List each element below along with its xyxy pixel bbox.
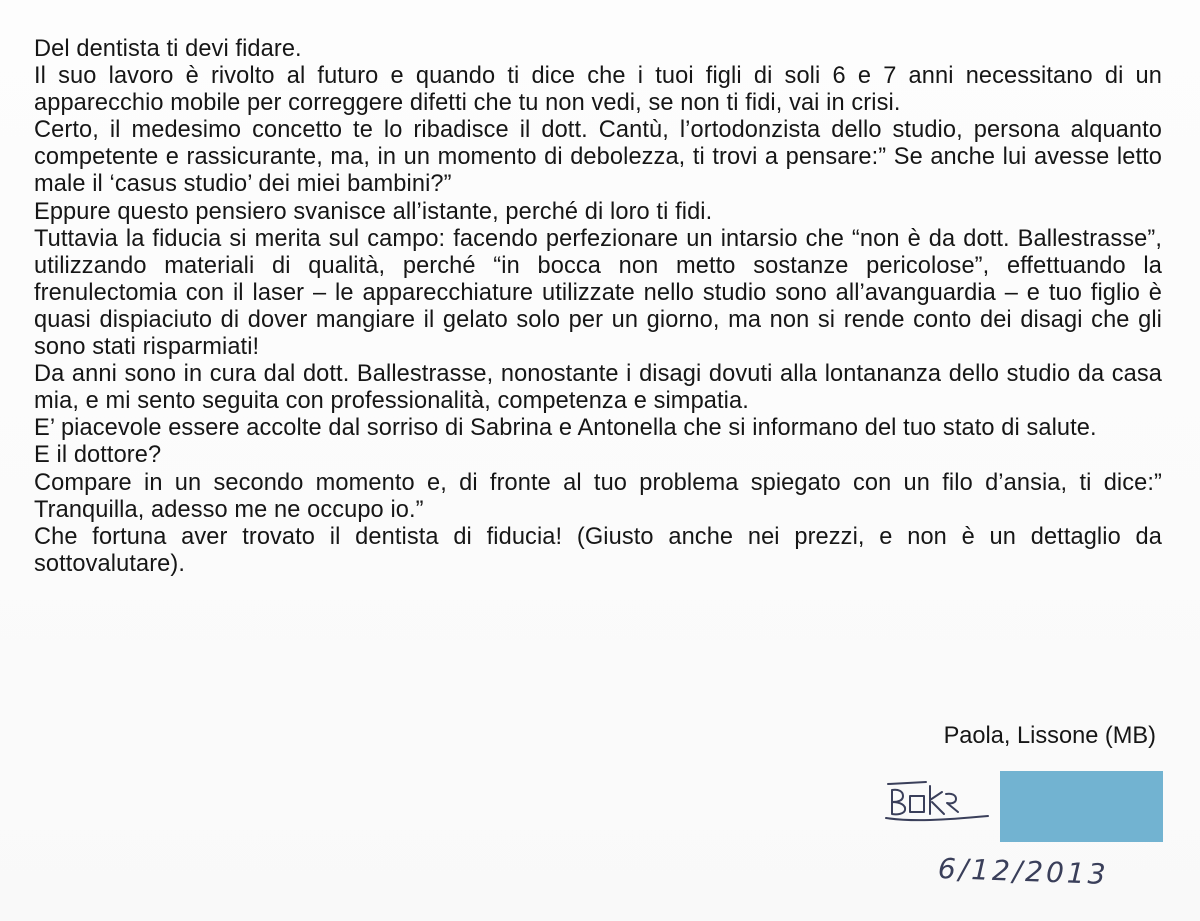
handwritten-signature xyxy=(884,776,994,824)
redaction-box xyxy=(1000,771,1163,842)
paragraph-10: Che fortuna aver trovato il dentista di fiducia! (Giusto anche nei prezzi, e non è un dettaglio da sottovalutare). xyxy=(34,523,1162,577)
paragraph-4: Eppure questo pensiero svanisce all’istante, perché di loro ti fidi. xyxy=(34,198,713,225)
paragraph-7: E’ piacevole essere accolte dal sorriso di Sabrina e Antonella che si informano del tuo stato di salute. xyxy=(34,415,1097,442)
paragraph-2: Il suo lavoro è rivolto al futuro e quando ti dice che i tuoi figli di soli 6 e 7 anni necessitano di un apparecchio mobile per correggere difetti che tu non vedi, se non ti fidi, vai in crisi. xyxy=(34,63,1162,117)
paragraph-1: Del dentista ti devi fidare. xyxy=(34,36,302,62)
letter-body xyxy=(34,36,1162,578)
signoff-name-place: Paola, Lissone (MB) xyxy=(943,723,1156,749)
paragraph-3: Certo, il medesimo concetto te lo ribadisce il dott. Cantù, l’ortodonzista dello studio, persona alquanto competente e rassicurante, ma, in un momento di debolezza, ti trovi a pensare:” Se anche lui avesse letto male il ‘casus studio’ dei miei bambini?” xyxy=(34,117,1162,198)
paragraph-8: E il dottore? xyxy=(34,442,162,469)
paragraph-9: Compare in un secondo momento e, di fronte al tuo problema spiegato con un filo d’ansia, ti dice:” Tranquilla, adesso me ne occupo io.” xyxy=(34,469,1162,523)
paragraph-6: Da anni sono in cura dal dott. Ballestrasse, nonostante i disagi dovuti alla lontananza dello studio da casa mia, e mi sento seguita con professionalità, competenza e simpatia. xyxy=(34,361,1162,415)
handwritten-date: 6/12/2013 xyxy=(937,852,1110,891)
paragraph-5: Tuttavia la fiducia si merita sul campo: facendo perfezionare un intarsio che “non è da dott. Ballestrasse”, utilizzando materiali di qualità, perché “in bocca non metto sostanze pericolose”, effettuando la frenulectomia con il laser – le apparecchiature utilizzate nello studio sono all’avanguardia – e tuo figlio è quasi dispiaciuto di dover mangiare il gelato solo per un giorno, ma non si rende conto dei disagi che gli sono stati risparmiati! xyxy=(34,225,1162,361)
